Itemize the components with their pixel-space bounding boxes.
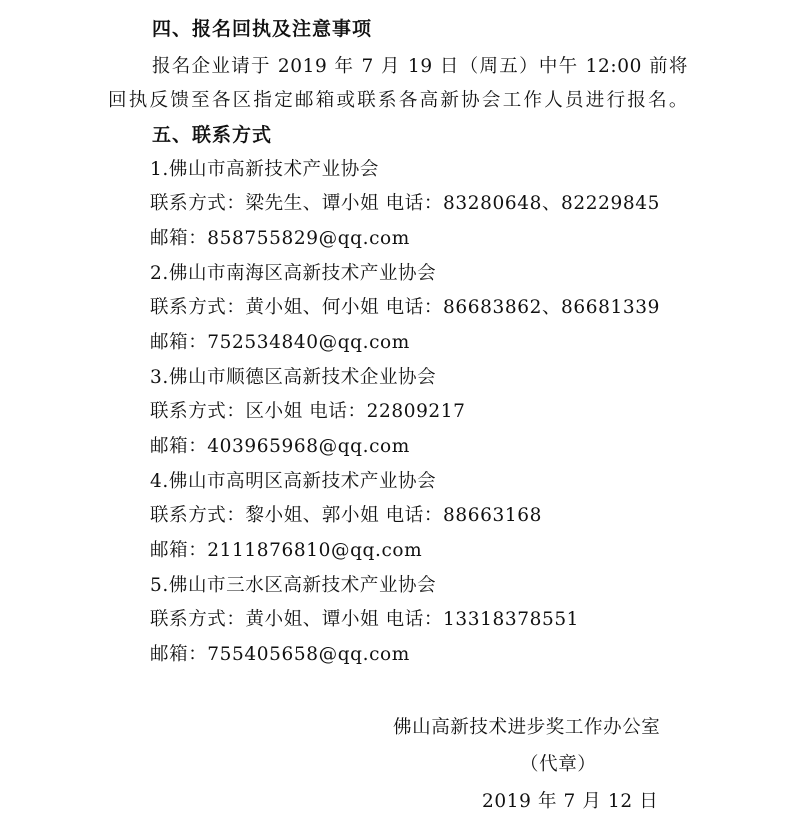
association-3-title: 3.佛山市顺德区高新技术企业协会 (150, 367, 437, 388)
association-5-contact: 联系方式：黄小姐、谭小姐 电话：13318378551 (150, 609, 580, 630)
association-5-title: 5.佛山市三水区高新技术产业协会 (150, 575, 437, 596)
association-1-title: 1.佛山市高新技术产业协会 (150, 159, 379, 180)
section-4-heading: 四、报名回执及注意事项 (152, 18, 373, 40)
association-3-email: 邮箱：403965968@qq.com (150, 436, 410, 457)
association-2-email: 邮箱：752534840@qq.com (150, 332, 410, 353)
signature-office: 佛山高新技术进步奖工作办公室 (393, 717, 661, 738)
section-4-paragraph-line-1: 报名企业请于 2019 年 7 月 19 日（周五）中午 12:00 前将 (152, 56, 688, 77)
section-4-paragraph-line-2: 回执反馈至各区指定邮箱或联系各高新协会工作人员进行报名。 (108, 90, 688, 111)
association-4-email: 邮箱：2111876810@qq.com (150, 540, 423, 561)
association-1-contact: 联系方式：梁先生、谭小姐 电话：83280648、82229845 (150, 193, 661, 214)
association-4-contact: 联系方式：黎小姐、郭小姐 电话：88663168 (150, 505, 542, 526)
signature-seal-note: （代章） (520, 754, 597, 775)
signature-date: 2019 年 7 月 12 日 (482, 791, 659, 812)
association-4-title: 4.佛山市高明区高新技术产业协会 (150, 471, 437, 492)
association-1-email: 邮箱：858755829@qq.com (150, 228, 410, 249)
association-2-title: 2.佛山市南海区高新技术产业协会 (150, 263, 437, 284)
section-5-heading: 五、联系方式 (152, 124, 273, 146)
association-5-email: 邮箱：755405658@qq.com (150, 644, 410, 665)
association-3-contact: 联系方式：区小姐 电话：22809217 (150, 401, 466, 422)
association-2-contact: 联系方式：黄小姐、何小姐 电话：86683862、86681339 (150, 297, 661, 318)
